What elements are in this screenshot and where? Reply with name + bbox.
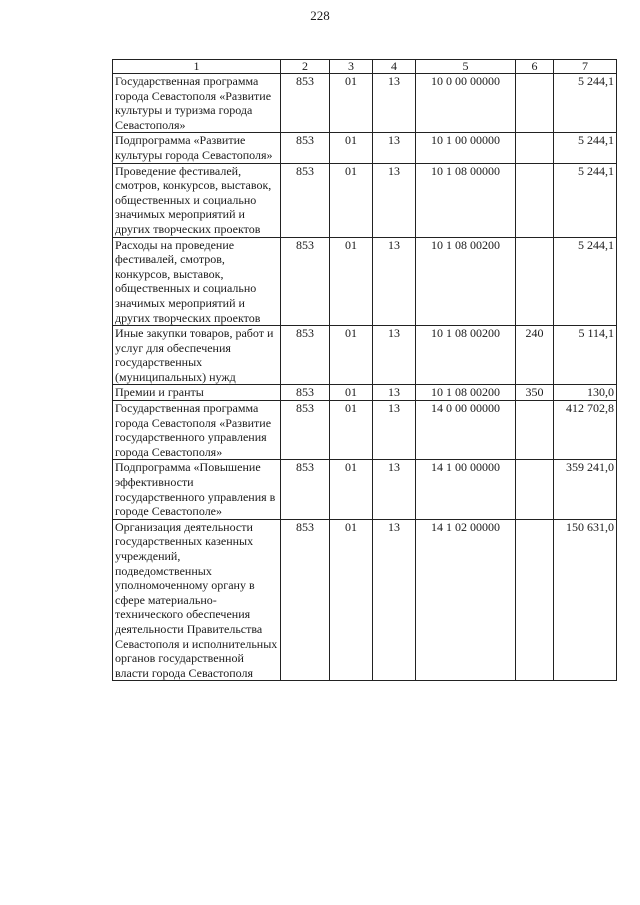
expense-type-cell bbox=[516, 519, 554, 681]
amount-cell: 5 244,1 bbox=[554, 74, 617, 133]
item-name-cell: Проведение фестивалей, смотров, конкурсов, выставок, общественных и социально значимых мероприятий и других творческих проектов bbox=[113, 163, 281, 237]
column-header: 5 bbox=[416, 60, 516, 74]
amount-cell: 5 244,1 bbox=[554, 133, 617, 163]
amount-cell: 5 114,1 bbox=[554, 326, 617, 385]
column-header: 4 bbox=[373, 60, 416, 74]
table-row bbox=[113, 237, 617, 326]
subsection-cell: 13 bbox=[373, 460, 416, 519]
amount-cell: 5 244,1 bbox=[554, 163, 617, 237]
amount-cell: 150 631,0 bbox=[554, 519, 617, 681]
target-article-cell: 14 1 02 00000 bbox=[416, 519, 516, 681]
item-name-cell: Подпрограмма «Развитие культуры города Севастополя» bbox=[113, 133, 281, 163]
column-header: 1 bbox=[113, 60, 281, 74]
target-article-cell: 10 1 08 00000 bbox=[416, 163, 516, 237]
section-cell: 01 bbox=[330, 163, 373, 237]
section-cell: 01 bbox=[330, 133, 373, 163]
target-article-cell: 10 1 08 00200 bbox=[416, 237, 516, 326]
table-header-row bbox=[113, 60, 617, 74]
item-name-cell: Государственная программа города Севастополя «Развитие культуры и туризма города Севастополя» bbox=[113, 74, 281, 133]
item-name-cell: Подпрограмма «Повышение эффективности государственного управления в городе Севастополе» bbox=[113, 460, 281, 519]
amount-cell: 359 241,0 bbox=[554, 460, 617, 519]
admin-code-cell: 853 bbox=[281, 237, 330, 326]
expense-type-cell bbox=[516, 133, 554, 163]
target-article-cell: 10 1 00 00000 bbox=[416, 133, 516, 163]
admin-code-cell: 853 bbox=[281, 163, 330, 237]
expense-type-cell bbox=[516, 401, 554, 460]
table-body bbox=[113, 74, 617, 681]
admin-code-cell: 853 bbox=[281, 133, 330, 163]
section-cell: 01 bbox=[330, 326, 373, 385]
table-row bbox=[113, 163, 617, 237]
table-row bbox=[113, 519, 617, 681]
target-article-cell: 14 0 00 00000 bbox=[416, 401, 516, 460]
amount-cell: 412 702,8 bbox=[554, 401, 617, 460]
admin-code-cell: 853 bbox=[281, 460, 330, 519]
table-row bbox=[113, 74, 617, 133]
subsection-cell: 13 bbox=[373, 237, 416, 326]
item-name-cell: Организация деятельности государственных казенных учреждений, подведомственных уполномоченному органу в сфере материально-технического обеспечения деятельности Правительства Севастополя и исполнительных органов государственной власти города Севастополя bbox=[113, 519, 281, 681]
target-article-cell: 10 1 08 00200 bbox=[416, 326, 516, 385]
section-cell: 01 bbox=[330, 74, 373, 133]
budget-table bbox=[112, 59, 617, 681]
column-header: 6 bbox=[516, 60, 554, 74]
target-article-cell: 10 1 08 00200 bbox=[416, 385, 516, 401]
amount-cell: 130,0 bbox=[554, 385, 617, 401]
subsection-cell: 13 bbox=[373, 74, 416, 133]
item-name-cell: Расходы на проведение фестивалей, смотров, конкурсов, выставок, общественных и социально значимых мероприятий и других творческих проектов bbox=[113, 237, 281, 326]
target-article-cell: 10 0 00 00000 bbox=[416, 74, 516, 133]
section-cell: 01 bbox=[330, 385, 373, 401]
table-row bbox=[113, 133, 617, 163]
table-row bbox=[113, 401, 617, 460]
subsection-cell: 13 bbox=[373, 326, 416, 385]
admin-code-cell: 853 bbox=[281, 385, 330, 401]
table-row bbox=[113, 385, 617, 401]
column-header: 7 bbox=[554, 60, 617, 74]
amount-cell: 5 244,1 bbox=[554, 237, 617, 326]
expense-type-cell: 350 bbox=[516, 385, 554, 401]
item-name-cell: Иные закупки товаров, работ и услуг для обеспечения государственных (муниципальных) нужд bbox=[113, 326, 281, 385]
table-row bbox=[113, 460, 617, 519]
item-name-cell: Государственная программа города Севастополя «Развитие государственного управления города Севастополя» bbox=[113, 401, 281, 460]
admin-code-cell: 853 bbox=[281, 326, 330, 385]
section-cell: 01 bbox=[330, 460, 373, 519]
item-name-cell: Премии и гранты bbox=[113, 385, 281, 401]
admin-code-cell: 853 bbox=[281, 401, 330, 460]
subsection-cell: 13 bbox=[373, 163, 416, 237]
expense-type-cell bbox=[516, 74, 554, 133]
section-cell: 01 bbox=[330, 519, 373, 681]
subsection-cell: 13 bbox=[373, 519, 416, 681]
expense-type-cell bbox=[516, 237, 554, 326]
admin-code-cell: 853 bbox=[281, 519, 330, 681]
subsection-cell: 13 bbox=[373, 133, 416, 163]
page-number: 228 bbox=[310, 8, 330, 23]
subsection-cell: 13 bbox=[373, 385, 416, 401]
subsection-cell: 13 bbox=[373, 401, 416, 460]
expense-type-cell: 240 bbox=[516, 326, 554, 385]
section-cell: 01 bbox=[330, 237, 373, 326]
column-header: 3 bbox=[330, 60, 373, 74]
table-row bbox=[113, 326, 617, 385]
admin-code-cell: 853 bbox=[281, 74, 330, 133]
section-cell: 01 bbox=[330, 401, 373, 460]
expense-type-cell bbox=[516, 163, 554, 237]
expense-type-cell bbox=[516, 460, 554, 519]
column-header: 2 bbox=[281, 60, 330, 74]
target-article-cell: 14 1 00 00000 bbox=[416, 460, 516, 519]
